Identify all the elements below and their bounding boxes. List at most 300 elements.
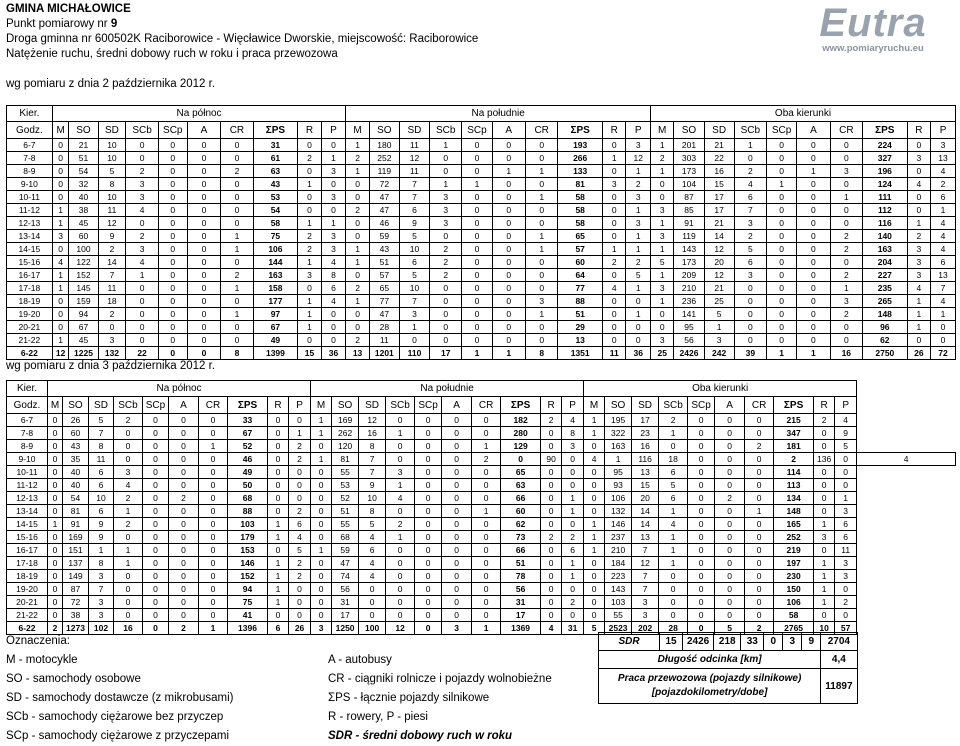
count-cell: 0 [143, 570, 169, 583]
count-cell: 0 [298, 139, 321, 152]
count-cell: 1 [52, 217, 69, 230]
count-cell: 1 [472, 622, 501, 635]
count-cell: 1 [704, 321, 734, 334]
count-cell: 2 [289, 557, 311, 570]
work-value: 11897 [821, 669, 857, 704]
hour-cell: 12-13 [7, 217, 53, 230]
count-cell: 1 [346, 295, 369, 308]
count-cell: 3 [126, 178, 158, 191]
count-cell: 0 [907, 165, 930, 178]
count-cell: 0 [187, 347, 220, 360]
count-cell: 0 [442, 557, 472, 570]
length-value: 4,4 [821, 651, 857, 669]
count-cell: 0 [492, 230, 525, 243]
count-cell: 4 [857, 453, 956, 466]
count-cell: 0 [462, 269, 492, 282]
count-cell: 10 [814, 622, 835, 635]
count-cell: 0 [52, 139, 69, 152]
count-cell: 3 [430, 217, 462, 230]
count-cell: 2 [626, 256, 651, 269]
count-cell: 7 [98, 269, 126, 282]
column-header: CR [472, 397, 501, 414]
count-cell: 4 [931, 165, 956, 178]
count-cell: 3 [126, 243, 158, 256]
count-cell: 0 [143, 531, 169, 544]
count-cell: 3 [52, 230, 69, 243]
count-cell: 0 [715, 414, 745, 427]
hour-cell: 17-18 [7, 557, 48, 570]
count-cell: 143 [605, 583, 632, 596]
count-cell: 173 [674, 256, 704, 269]
hour-cell: 14-15 [7, 518, 48, 531]
count-cell: 91 [63, 518, 89, 531]
count-cell: 13 [931, 152, 956, 165]
count-cell: 120 [332, 440, 359, 453]
count-cell: 0 [221, 191, 253, 204]
count-cell: 5 [715, 622, 745, 635]
count-cell: 1 [221, 230, 253, 243]
count-cell: 0 [688, 583, 715, 596]
count-cell: 0 [430, 230, 462, 243]
count-cell: 0 [143, 557, 169, 570]
count-cell: 3 [907, 269, 930, 282]
count-cell: 0 [268, 466, 289, 479]
count-cell: 0 [745, 609, 774, 622]
count-cell: 0 [688, 492, 715, 505]
count-cell: 0 [346, 230, 369, 243]
count-cell: 10 [98, 191, 126, 204]
count-cell: 0 [48, 583, 63, 596]
count-cell: 224 [863, 139, 908, 152]
count-cell: 7 [632, 583, 659, 596]
count-cell: 0 [472, 414, 501, 427]
count-cell: 266 [558, 152, 603, 165]
count-cell: 6 [399, 204, 429, 217]
count-cell: 1 [734, 139, 766, 152]
count-cell: 132 [605, 505, 632, 518]
count-cell: 6 [835, 518, 857, 531]
count-cell: 1201 [369, 347, 399, 360]
road-description: Droga gminna nr 600502K Raciborowice - Więcławice Dworskie, miejscowość: Raciborowice [6, 33, 479, 45]
count-cell: 72 [63, 596, 89, 609]
count-cell: 0 [415, 479, 442, 492]
count-cell: 1396 [228, 622, 268, 635]
count-cell: 0 [767, 191, 797, 204]
count-cell: 58 [253, 217, 298, 230]
table-row [7, 308, 956, 321]
count-cell: 1 [650, 139, 673, 152]
count-cell: 5 [289, 544, 311, 557]
count-cell: 1 [298, 321, 321, 334]
count-cell: 62 [501, 518, 541, 531]
count-cell: 94 [69, 308, 98, 321]
count-cell: 100 [359, 622, 386, 635]
count-cell: 0 [114, 440, 143, 453]
table-row [7, 505, 956, 518]
count-cell: 210 [674, 282, 704, 295]
count-cell: 13 [558, 334, 603, 347]
count-cell: 0 [199, 479, 228, 492]
count-cell: 0 [907, 334, 930, 347]
count-cell: 112 [863, 204, 908, 217]
count-cell: 57 [558, 243, 603, 256]
table-row [7, 583, 956, 596]
count-cell: 3 [442, 622, 472, 635]
count-cell: 4 [931, 295, 956, 308]
count-cell: 0 [603, 217, 626, 230]
direction-south: Na południe [311, 381, 584, 397]
count-cell: 0 [199, 596, 228, 609]
count-cell: 0 [584, 609, 605, 622]
count-cell: 11 [98, 204, 126, 217]
count-cell: 0 [268, 479, 289, 492]
column-header: M [52, 122, 69, 139]
count-cell: 0 [187, 282, 220, 295]
count-cell: 2 [114, 492, 143, 505]
count-cell: 9 [835, 427, 857, 440]
count-cell: 0 [321, 334, 346, 347]
count-cell: 0 [715, 609, 745, 622]
count-cell: 59 [332, 544, 359, 557]
count-cell: 0 [143, 427, 169, 440]
count-cell: 16 [704, 165, 734, 178]
count-cell: 0 [745, 466, 774, 479]
count-cell: 57 [369, 269, 399, 282]
count-cell: 103 [605, 596, 632, 609]
count-cell: 0 [562, 518, 584, 531]
count-cell: 0 [187, 230, 220, 243]
count-cell: 106 [253, 243, 298, 256]
count-cell: 0 [715, 427, 745, 440]
count-cell: 2 [562, 531, 584, 544]
count-cell: 47 [369, 191, 399, 204]
count-cell: 0 [48, 466, 63, 479]
count-cell: 0 [715, 505, 745, 518]
count-cell: 15 [704, 178, 734, 191]
count-cell: 0 [169, 596, 199, 609]
column-header: P [289, 397, 311, 414]
count-cell: 65 [369, 282, 399, 295]
count-cell: 4 [603, 282, 626, 295]
count-cell: 1 [346, 256, 369, 269]
count-cell: 4 [931, 230, 956, 243]
count-cell: 0 [492, 178, 525, 191]
count-cell: 1 [814, 596, 835, 609]
count-cell: 0 [584, 557, 605, 570]
count-cell: 2 [814, 414, 835, 427]
count-cell: 0 [797, 178, 830, 191]
direction-north: Na północ [48, 381, 311, 397]
count-cell: 3 [526, 295, 558, 308]
table-row [7, 139, 956, 152]
count-cell: 0 [386, 453, 415, 466]
count-cell: 4 [359, 570, 386, 583]
count-cell: 106 [774, 596, 814, 609]
count-cell: 0 [626, 295, 651, 308]
count-cell: 0 [745, 414, 774, 427]
count-cell: 63 [253, 165, 298, 178]
count-cell: 2 [603, 256, 626, 269]
count-cell: 0 [797, 230, 830, 243]
count-cell: 2 [541, 531, 562, 544]
count-cell: 6 [659, 492, 688, 505]
count-cell: 0 [797, 282, 830, 295]
count-cell: 0 [541, 557, 562, 570]
count-cell: 0 [442, 570, 472, 583]
count-cell: 1 [346, 243, 369, 256]
count-cell: 2 [830, 243, 862, 256]
count-cell: 96 [863, 321, 908, 334]
count-cell: 0 [835, 609, 857, 622]
count-cell: 0 [268, 414, 289, 427]
count-cell: 148 [863, 308, 908, 321]
count-cell: 54 [63, 492, 89, 505]
count-cell: 0 [767, 256, 797, 269]
count-cell: 0 [526, 269, 558, 282]
count-cell: 2 [289, 570, 311, 583]
count-cell: 184 [605, 557, 632, 570]
count-cell: 0 [603, 321, 626, 334]
count-cell: 0 [472, 557, 501, 570]
count-cell: 13 [931, 269, 956, 282]
count-cell: 60 [63, 427, 89, 440]
count-cell: 47 [369, 308, 399, 321]
table-row [7, 256, 956, 269]
hour-cell: 19-20 [7, 583, 48, 596]
count-cell: 0 [289, 466, 311, 479]
count-cell: 1 [268, 583, 289, 596]
count-cell: 169 [63, 531, 89, 544]
count-cell: 3 [430, 204, 462, 217]
count-cell: 0 [603, 139, 626, 152]
count-cell: 1 [814, 557, 835, 570]
count-cell: 180 [369, 139, 399, 152]
count-cell: 4 [52, 256, 69, 269]
count-cell: 4 [931, 243, 956, 256]
count-cell: 2 [386, 518, 415, 531]
count-cell: 6 [289, 518, 311, 531]
count-cell: 2 [114, 414, 143, 427]
table-row [7, 152, 956, 165]
count-cell: 0 [462, 334, 492, 347]
count-cell: 262 [332, 427, 359, 440]
count-cell: 0 [541, 440, 562, 453]
count-cell: 0 [650, 321, 673, 334]
count-cell: 1 [650, 217, 673, 230]
count-cell: 62 [863, 334, 908, 347]
count-cell: 10 [89, 492, 114, 505]
legend-right [328, 651, 552, 746]
column-header: A [442, 397, 472, 414]
count-cell: 0 [386, 609, 415, 622]
count-cell: 0 [767, 269, 797, 282]
direction-south: Na południe [346, 106, 651, 122]
count-cell: 75 [253, 230, 298, 243]
count-cell: 1 [526, 230, 558, 243]
count-cell: 23 [632, 427, 659, 440]
count-cell: 15 [632, 479, 659, 492]
count-cell: 0 [158, 308, 187, 321]
count-cell: 4 [114, 479, 143, 492]
count-cell: 0 [584, 492, 605, 505]
count-cell: 1 [399, 321, 429, 334]
count-cell: 0 [715, 518, 745, 531]
count-cell: 31 [501, 596, 541, 609]
hour-cell: 16-17 [7, 544, 48, 557]
count-cell: 8 [98, 178, 126, 191]
count-cell: 0 [311, 531, 332, 544]
column-header: SCb [126, 122, 158, 139]
count-cell: 4 [386, 492, 415, 505]
count-cell: 55 [332, 518, 359, 531]
count-cell: 0 [767, 308, 797, 321]
count-cell: 1 [650, 269, 673, 282]
count-cell: 2 [830, 269, 862, 282]
count-cell: 3 [321, 165, 346, 178]
count-cell: 0 [187, 321, 220, 334]
count-cell: 7 [399, 191, 429, 204]
count-cell: 0 [126, 152, 158, 165]
count-cell: 1 [659, 544, 688, 557]
count-cell: 0 [462, 321, 492, 334]
count-cell: 0 [462, 243, 492, 256]
count-cell: 0 [814, 427, 835, 440]
count-cell: 16 [830, 347, 862, 360]
count-cell: 1 [603, 152, 626, 165]
count-cell: 1 [386, 479, 415, 492]
count-cell: 0 [48, 505, 63, 518]
count-cell: 41 [228, 609, 268, 622]
count-cell: 0 [688, 518, 715, 531]
count-cell: 0 [158, 217, 187, 230]
count-cell: 4 [321, 295, 346, 308]
count-cell: 10 [98, 139, 126, 152]
count-cell: 0 [169, 583, 199, 596]
table-row [7, 230, 956, 243]
count-cell: 0 [526, 217, 558, 230]
count-cell: 2 [346, 204, 369, 217]
count-cell: 0 [659, 440, 688, 453]
column-header: SCb [734, 122, 766, 139]
count-cell: 2 [830, 230, 862, 243]
count-cell: 1 [52, 204, 69, 217]
count-cell: 90 [541, 453, 562, 466]
count-cell: 17 [332, 609, 359, 622]
godz-header: Godz. [7, 397, 48, 414]
count-cell: 0 [199, 557, 228, 570]
count-cell: 0 [492, 243, 525, 256]
count-cell: 2 [774, 453, 814, 466]
count-cell: 77 [369, 295, 399, 308]
summary-table [598, 632, 858, 704]
count-cell: 1 [626, 204, 651, 217]
count-cell: 1 [298, 308, 321, 321]
hour-cell: 10-11 [7, 191, 53, 204]
table-row [7, 243, 956, 256]
count-cell: 0 [814, 609, 835, 622]
count-cell: 0 [48, 414, 63, 427]
count-cell: 237 [605, 531, 632, 544]
count-cell: 0 [289, 414, 311, 427]
count-cell: 0 [187, 334, 220, 347]
count-cell: 2 [715, 492, 745, 505]
count-cell: 0 [114, 583, 143, 596]
count-cell: 1273 [63, 622, 89, 635]
count-cell: 52 [228, 440, 268, 453]
count-cell: 0 [158, 295, 187, 308]
count-cell: 4 [931, 217, 956, 230]
count-cell: 0 [541, 466, 562, 479]
count-cell: 10 [399, 282, 429, 295]
count-cell: 1 [321, 217, 346, 230]
count-cell: 97 [253, 308, 298, 321]
count-cell: 0 [143, 596, 169, 609]
table-row [7, 414, 956, 427]
direction-both: Oba kierunki [650, 106, 955, 122]
count-cell: 1 [767, 178, 797, 191]
count-cell: 144 [253, 256, 298, 269]
count-cell: 1 [603, 243, 626, 256]
count-cell: 0 [430, 295, 462, 308]
count-cell: 322 [605, 427, 632, 440]
count-cell: 0 [321, 178, 346, 191]
count-cell: 0 [526, 321, 558, 334]
hour-cell: 8-9 [7, 165, 53, 178]
count-cell: 3 [814, 531, 835, 544]
count-cell: 21 [69, 139, 98, 152]
count-cell: 193 [558, 139, 603, 152]
count-cell: 3 [835, 505, 857, 518]
count-cell: 0 [688, 622, 715, 635]
column-header: SO [63, 397, 89, 414]
count-cell: 0 [169, 427, 199, 440]
count-cell: 0 [187, 269, 220, 282]
count-cell: 5 [584, 622, 605, 635]
count-cell: 158 [253, 282, 298, 295]
hour-cell: 13-14 [7, 505, 48, 518]
count-cell: 0 [289, 609, 311, 622]
count-cell: 12 [359, 414, 386, 427]
count-cell: 210 [605, 544, 632, 557]
count-cell: 17 [501, 609, 541, 622]
count-cell: 6 [659, 466, 688, 479]
count-cell: 0 [48, 544, 63, 557]
count-cell: 1 [526, 191, 558, 204]
count-cell: 1 [562, 492, 584, 505]
column-header: SO [674, 122, 704, 139]
table-row [7, 321, 956, 334]
count-cell: 13 [346, 347, 369, 360]
count-cell: 1 [199, 440, 228, 453]
count-cell: 45 [69, 217, 98, 230]
count-cell: 0 [715, 466, 745, 479]
count-cell: 58 [558, 217, 603, 230]
count-cell: 0 [126, 334, 158, 347]
count-cell: 0 [797, 321, 830, 334]
count-cell: 0 [526, 334, 558, 347]
count-cell: 2 [169, 492, 199, 505]
hour-cell: 20-21 [7, 321, 53, 334]
count-cell: 7 [89, 427, 114, 440]
count-cell: 145 [69, 282, 98, 295]
count-cell: 6 [321, 282, 346, 295]
column-header: P [321, 122, 346, 139]
count-cell: 1 [268, 570, 289, 583]
count-cell: 0 [187, 217, 220, 230]
count-cell: 0 [143, 479, 169, 492]
count-cell: 66 [501, 492, 541, 505]
count-cell: 93 [605, 479, 632, 492]
